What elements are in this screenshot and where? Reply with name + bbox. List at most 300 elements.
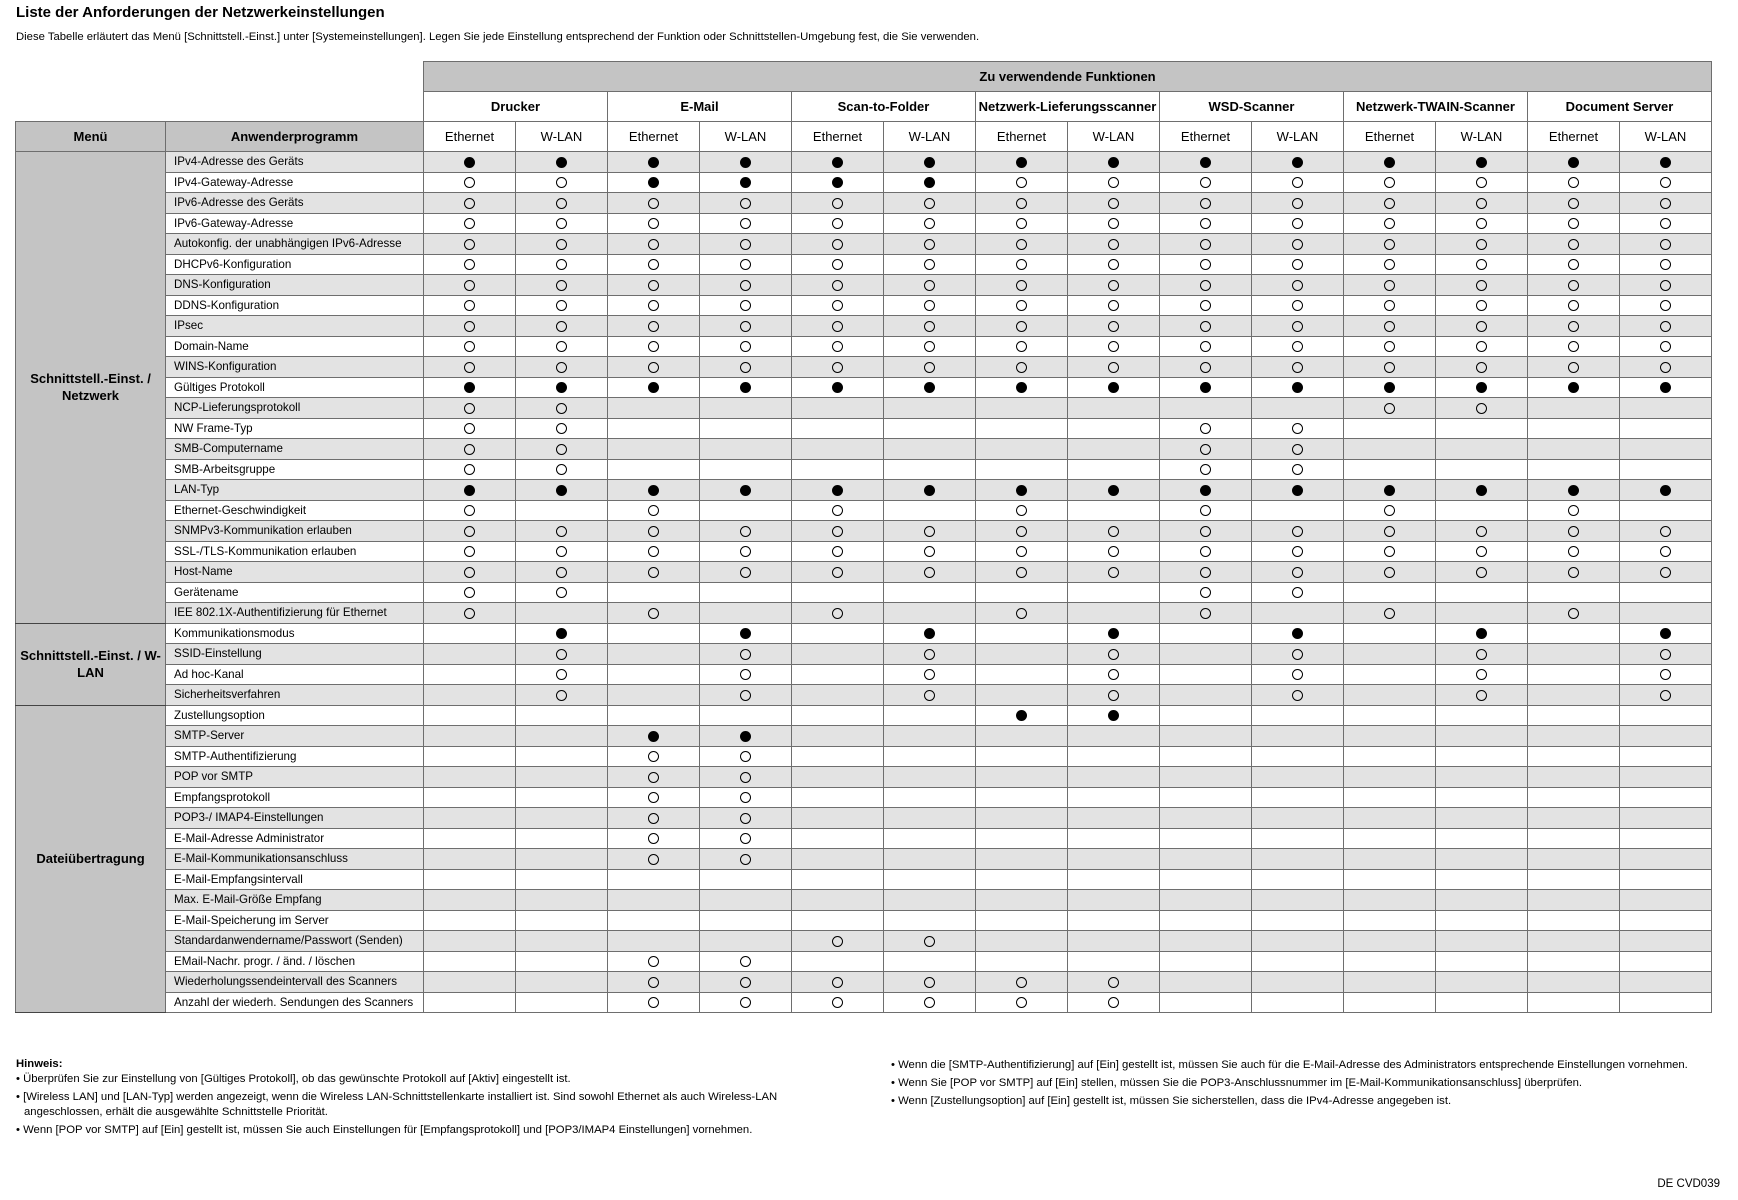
requirement-cell <box>884 357 976 378</box>
table-row <box>16 910 1712 931</box>
optional-circle-icon <box>464 608 475 619</box>
menu-group-label: Schnittstell.-Einst. / Netzwerk <box>16 152 166 624</box>
function-header: Drucker <box>424 92 608 122</box>
requirement-cell <box>976 644 1068 665</box>
optional-circle-icon <box>1292 423 1303 434</box>
optional-circle-icon <box>740 977 751 988</box>
requirement-cell <box>700 234 792 255</box>
optional-circle-icon <box>556 587 567 598</box>
optional-circle-icon <box>1384 280 1395 291</box>
program-label: Standardanwendername/Passwort (Senden) <box>166 931 424 952</box>
requirement-cell <box>1436 275 1528 296</box>
requirement-cell <box>1344 193 1436 214</box>
optional-circle-icon <box>1016 567 1027 578</box>
requirement-cell <box>516 336 608 357</box>
functions-header: Zu verwendende Funktionen <box>424 62 1712 92</box>
program-label: Sicherheitsverfahren <box>166 685 424 706</box>
requirement-cell <box>424 295 516 316</box>
requirement-cell <box>1344 336 1436 357</box>
program-label: DHCPv6-Konfiguration <box>166 254 424 275</box>
requirement-cell <box>976 254 1068 275</box>
requirement-cell <box>608 500 700 521</box>
optional-circle-icon <box>1200 362 1211 373</box>
requirement-cell <box>884 275 976 296</box>
optional-circle-icon <box>1108 321 1119 332</box>
requirement-cell <box>1160 869 1252 890</box>
requirement-cell <box>1068 439 1160 460</box>
optional-circle-icon <box>648 218 659 229</box>
requirement-cell <box>700 808 792 829</box>
requirement-cell <box>792 193 884 214</box>
requirement-cell <box>1528 521 1620 542</box>
optional-circle-icon <box>1660 690 1671 701</box>
requirement-cell <box>1528 193 1620 214</box>
requirement-cell <box>424 418 516 439</box>
requirement-cell <box>792 500 884 521</box>
optional-circle-icon <box>1016 977 1027 988</box>
optional-circle-icon <box>464 444 475 455</box>
requirement-cell <box>424 562 516 583</box>
requirement-cell <box>1252 398 1344 419</box>
requirement-cell <box>424 972 516 993</box>
requirement-cell <box>884 972 976 993</box>
requirement-cell <box>792 357 884 378</box>
requirement-cell <box>700 152 792 173</box>
requirement-cell <box>1160 295 1252 316</box>
requirement-cell <box>1620 213 1712 234</box>
table-row <box>16 644 1712 665</box>
requirement-cell <box>516 541 608 562</box>
table-row <box>16 439 1712 460</box>
requirement-cell <box>700 787 792 808</box>
requirement-cell <box>976 336 1068 357</box>
program-label: IPv6-Gateway-Adresse <box>166 213 424 234</box>
optional-circle-icon <box>464 280 475 291</box>
optional-circle-icon <box>464 403 475 414</box>
requirement-cell <box>1344 972 1436 993</box>
requirement-cell <box>1160 787 1252 808</box>
requirement-cell <box>1620 685 1712 706</box>
optional-circle-icon <box>740 690 751 701</box>
requirement-cell <box>1620 705 1712 726</box>
optional-circle-icon <box>1660 362 1671 373</box>
optional-circle-icon <box>556 567 567 578</box>
required-dot-icon <box>1200 157 1211 168</box>
requirement-cell <box>1620 316 1712 337</box>
requirement-cell <box>1436 439 1528 460</box>
requirement-cell <box>1528 541 1620 562</box>
program-label: E-Mail-Empfangsintervall <box>166 869 424 890</box>
requirement-cell <box>1252 685 1344 706</box>
table-row <box>16 664 1712 685</box>
requirement-cell <box>700 951 792 972</box>
requirement-cell <box>1528 152 1620 173</box>
required-dot-icon <box>1108 157 1119 168</box>
requirement-cell <box>976 316 1068 337</box>
requirement-cell <box>792 849 884 870</box>
optional-circle-icon <box>740 997 751 1008</box>
optional-circle-icon <box>1200 300 1211 311</box>
table-row <box>16 193 1712 214</box>
optional-circle-icon <box>1568 362 1579 373</box>
requirement-cell <box>1528 480 1620 501</box>
requirement-cell <box>1620 767 1712 788</box>
interface-header: W-LAN <box>516 122 608 152</box>
requirement-cell <box>1068 644 1160 665</box>
required-dot-icon <box>740 731 751 742</box>
requirement-cell <box>608 787 700 808</box>
requirement-cell <box>1252 992 1344 1013</box>
optional-circle-icon <box>1292 444 1303 455</box>
requirement-cell <box>1436 582 1528 603</box>
table-row <box>16 705 1712 726</box>
requirement-cell <box>700 213 792 234</box>
requirement-cell <box>1436 705 1528 726</box>
requirement-cell <box>516 234 608 255</box>
required-dot-icon <box>1384 157 1395 168</box>
optional-circle-icon <box>464 362 475 373</box>
requirement-cell <box>608 541 700 562</box>
optional-circle-icon <box>556 280 567 291</box>
required-dot-icon <box>1660 157 1671 168</box>
requirement-cell <box>700 685 792 706</box>
requirement-cell <box>608 746 700 767</box>
requirement-cell <box>424 623 516 644</box>
requirement-cell <box>516 152 608 173</box>
optional-circle-icon <box>1384 321 1395 332</box>
requirement-cell <box>1436 644 1528 665</box>
requirement-cell <box>1160 808 1252 829</box>
optional-circle-icon <box>832 977 843 988</box>
requirement-cell <box>792 746 884 767</box>
program-label: WINS-Konfiguration <box>166 357 424 378</box>
requirement-cell <box>1252 193 1344 214</box>
requirement-cell <box>516 849 608 870</box>
table-row <box>16 234 1712 255</box>
requirement-cell <box>1252 828 1344 849</box>
optional-circle-icon <box>648 567 659 578</box>
optional-circle-icon <box>1292 567 1303 578</box>
requirement-cell <box>1436 623 1528 644</box>
requirement-cell <box>976 582 1068 603</box>
function-header: Netzwerk-TWAIN-Scanner <box>1344 92 1528 122</box>
requirement-cell <box>700 541 792 562</box>
requirement-cell <box>1252 316 1344 337</box>
requirement-cell <box>700 890 792 911</box>
program-label: NW Frame-Typ <box>166 418 424 439</box>
requirement-cell <box>516 828 608 849</box>
requirement-cell <box>1620 849 1712 870</box>
required-dot-icon <box>556 382 567 393</box>
optional-circle-icon <box>740 280 751 291</box>
requirement-cell <box>976 726 1068 747</box>
optional-circle-icon <box>648 546 659 557</box>
required-dot-icon <box>740 485 751 496</box>
requirement-cell <box>792 787 884 808</box>
requirement-cell <box>1252 541 1344 562</box>
requirement-cell <box>884 213 976 234</box>
optional-circle-icon <box>648 792 659 803</box>
requirement-cell <box>1068 685 1160 706</box>
optional-circle-icon <box>648 321 659 332</box>
requirement-cell <box>884 869 976 890</box>
optional-circle-icon <box>464 218 475 229</box>
requirement-cell <box>1620 418 1712 439</box>
requirement-cell <box>884 336 976 357</box>
requirement-cell <box>1528 849 1620 870</box>
interface-header: Ethernet <box>1528 122 1620 152</box>
requirement-cell <box>976 664 1068 685</box>
optional-circle-icon <box>1108 239 1119 250</box>
requirement-cell <box>1252 500 1344 521</box>
program-label: IPsec <box>166 316 424 337</box>
requirement-cell <box>1436 480 1528 501</box>
requirement-cell <box>976 418 1068 439</box>
requirement-cell <box>700 316 792 337</box>
requirement-cell <box>1620 603 1712 624</box>
requirement-cell <box>1620 623 1712 644</box>
requirement-cell <box>792 705 884 726</box>
requirement-cell <box>516 582 608 603</box>
program-label: E-Mail-Adresse Administrator <box>166 828 424 849</box>
requirement-cell <box>1160 685 1252 706</box>
requirement-cell <box>1160 377 1252 398</box>
optional-circle-icon <box>1476 669 1487 680</box>
requirement-cell <box>516 316 608 337</box>
optional-circle-icon <box>740 833 751 844</box>
requirement-cell <box>884 808 976 829</box>
optional-circle-icon <box>1108 177 1119 188</box>
required-dot-icon <box>1292 382 1303 393</box>
requirement-cell <box>608 254 700 275</box>
optional-circle-icon <box>924 669 935 680</box>
requirement-cell <box>608 726 700 747</box>
optional-circle-icon <box>740 321 751 332</box>
requirement-cell <box>608 377 700 398</box>
optional-circle-icon <box>1016 362 1027 373</box>
requirement-cell <box>1620 500 1712 521</box>
requirement-cell <box>1068 664 1160 685</box>
requirement-cell <box>516 664 608 685</box>
requirement-cell <box>976 808 1068 829</box>
requirement-cell <box>1436 726 1528 747</box>
optional-circle-icon <box>1384 300 1395 311</box>
optional-circle-icon <box>1384 362 1395 373</box>
requirement-cell <box>1160 972 1252 993</box>
table-row <box>16 480 1712 501</box>
requirement-cell <box>1436 357 1528 378</box>
requirement-cell <box>1344 275 1436 296</box>
requirement-cell <box>884 172 976 193</box>
requirement-cell <box>1528 726 1620 747</box>
optional-circle-icon <box>1292 259 1303 270</box>
requirement-cell <box>516 623 608 644</box>
table-row <box>16 685 1712 706</box>
requirement-cell <box>976 213 1068 234</box>
requirement-cell <box>1436 767 1528 788</box>
requirement-cell <box>608 644 700 665</box>
optional-circle-icon <box>1108 362 1119 373</box>
optional-circle-icon <box>1384 198 1395 209</box>
optional-circle-icon <box>832 526 843 537</box>
requirement-cell <box>1068 603 1160 624</box>
requirement-cell <box>1068 275 1160 296</box>
requirement-cell <box>792 582 884 603</box>
requirement-cell <box>700 193 792 214</box>
interface-header: W-LAN <box>884 122 976 152</box>
required-dot-icon <box>1108 485 1119 496</box>
requirement-cell <box>1620 275 1712 296</box>
header-blank <box>16 92 424 122</box>
requirement-cell <box>1528 500 1620 521</box>
requirement-cell <box>1160 521 1252 542</box>
optional-circle-icon <box>648 813 659 824</box>
requirement-cell <box>1252 787 1344 808</box>
table-row <box>16 808 1712 829</box>
optional-circle-icon <box>1384 259 1395 270</box>
requirement-cell <box>976 623 1068 644</box>
requirement-cell <box>792 152 884 173</box>
optional-circle-icon <box>1568 198 1579 209</box>
requirement-cell <box>424 275 516 296</box>
requirement-cell <box>1252 582 1344 603</box>
requirement-cell <box>1252 480 1344 501</box>
optional-circle-icon <box>1660 567 1671 578</box>
optional-circle-icon <box>464 567 475 578</box>
interface-header: Ethernet <box>424 122 516 152</box>
required-dot-icon <box>648 485 659 496</box>
required-dot-icon <box>648 731 659 742</box>
requirement-cell <box>1252 972 1344 993</box>
optional-circle-icon <box>1384 239 1395 250</box>
requirement-cell <box>884 787 976 808</box>
optional-circle-icon <box>1568 280 1579 291</box>
optional-circle-icon <box>1568 546 1579 557</box>
requirement-cell <box>424 439 516 460</box>
optional-circle-icon <box>1384 341 1395 352</box>
optional-circle-icon <box>1384 608 1395 619</box>
requirement-cell <box>1528 890 1620 911</box>
optional-circle-icon <box>1568 300 1579 311</box>
optional-circle-icon <box>1016 546 1027 557</box>
optional-circle-icon <box>1016 341 1027 352</box>
requirement-cell <box>884 562 976 583</box>
requirement-cell <box>1528 685 1620 706</box>
requirement-cell <box>424 541 516 562</box>
requirement-cell <box>1344 582 1436 603</box>
requirement-cell <box>976 603 1068 624</box>
optional-circle-icon <box>1108 300 1119 311</box>
optional-circle-icon <box>740 546 751 557</box>
requirement-cell <box>1160 254 1252 275</box>
optional-circle-icon <box>832 300 843 311</box>
program-label: SSL-/TLS-Kommunikation erlauben <box>166 541 424 562</box>
requirement-cell <box>884 480 976 501</box>
requirement-cell <box>1068 951 1160 972</box>
requirement-cell <box>884 992 976 1013</box>
requirement-cell <box>1344 644 1436 665</box>
requirement-cell <box>424 808 516 829</box>
requirement-cell <box>608 357 700 378</box>
requirement-cell <box>424 705 516 726</box>
table-row <box>16 931 1712 952</box>
requirement-cell <box>700 336 792 357</box>
requirement-cell <box>516 726 608 747</box>
optional-circle-icon <box>1476 198 1487 209</box>
requirement-cell <box>700 726 792 747</box>
requirement-cell <box>424 726 516 747</box>
optional-circle-icon <box>1660 218 1671 229</box>
optional-circle-icon <box>1016 280 1027 291</box>
requirement-cell <box>884 726 976 747</box>
table-row <box>16 603 1712 624</box>
optional-circle-icon <box>1108 526 1119 537</box>
optional-circle-icon <box>1016 198 1027 209</box>
optional-circle-icon <box>1660 649 1671 660</box>
requirement-cell <box>1160 500 1252 521</box>
program-label: Max. E-Mail-Größe Empfang <box>166 890 424 911</box>
optional-circle-icon <box>1476 362 1487 373</box>
optional-circle-icon <box>1384 546 1395 557</box>
optional-circle-icon <box>1660 300 1671 311</box>
requirement-cell <box>1528 213 1620 234</box>
requirement-cell <box>1068 357 1160 378</box>
optional-circle-icon <box>740 792 751 803</box>
program-label: Autokonfig. der unabhängigen IPv6-Adresse <box>166 234 424 255</box>
requirement-cell <box>424 644 516 665</box>
requirement-cell <box>976 172 1068 193</box>
requirement-cell <box>424 951 516 972</box>
requirement-cell <box>1344 869 1436 890</box>
optional-circle-icon <box>832 239 843 250</box>
requirement-cell <box>976 849 1068 870</box>
requirement-cell <box>1252 254 1344 275</box>
requirement-cell <box>1160 418 1252 439</box>
page-subtitle: Diese Tabelle erläutert das Menü [Schnittstell.-Einst.] unter [Systemeinstellungen]. Legen Sie jede Einstellung entsprechend der Funktion oder Schnittstellen-Umgebung fest, die Sie verwenden. <box>16 31 980 43</box>
optional-circle-icon <box>1108 546 1119 557</box>
optional-circle-icon <box>1292 587 1303 598</box>
requirement-cell <box>608 295 700 316</box>
requirement-cell <box>1160 992 1252 1013</box>
optional-circle-icon <box>1200 567 1211 578</box>
requirement-cell <box>792 418 884 439</box>
required-dot-icon <box>1292 157 1303 168</box>
requirement-cell <box>1344 685 1436 706</box>
optional-circle-icon <box>832 218 843 229</box>
program-label: IPv6-Adresse des Geräts <box>166 193 424 214</box>
requirement-cell <box>1344 316 1436 337</box>
program-label: LAN-Typ <box>166 480 424 501</box>
requirement-cell <box>1252 336 1344 357</box>
requirement-cell <box>1344 500 1436 521</box>
requirement-cell <box>1620 808 1712 829</box>
optional-circle-icon <box>740 669 751 680</box>
requirement-cell <box>424 849 516 870</box>
table-row <box>16 992 1712 1013</box>
requirement-cell <box>1160 726 1252 747</box>
requirement-cell <box>608 685 700 706</box>
optional-circle-icon <box>1292 464 1303 475</box>
function-header: Document Server <box>1528 92 1712 122</box>
requirement-cell <box>1528 172 1620 193</box>
optional-circle-icon <box>740 813 751 824</box>
requirement-cell <box>1436 398 1528 419</box>
function-header: Scan-to-Folder <box>792 92 976 122</box>
requirement-cell <box>884 644 976 665</box>
requirement-cell <box>1344 172 1436 193</box>
optional-circle-icon <box>1660 239 1671 250</box>
optional-circle-icon <box>1016 505 1027 516</box>
